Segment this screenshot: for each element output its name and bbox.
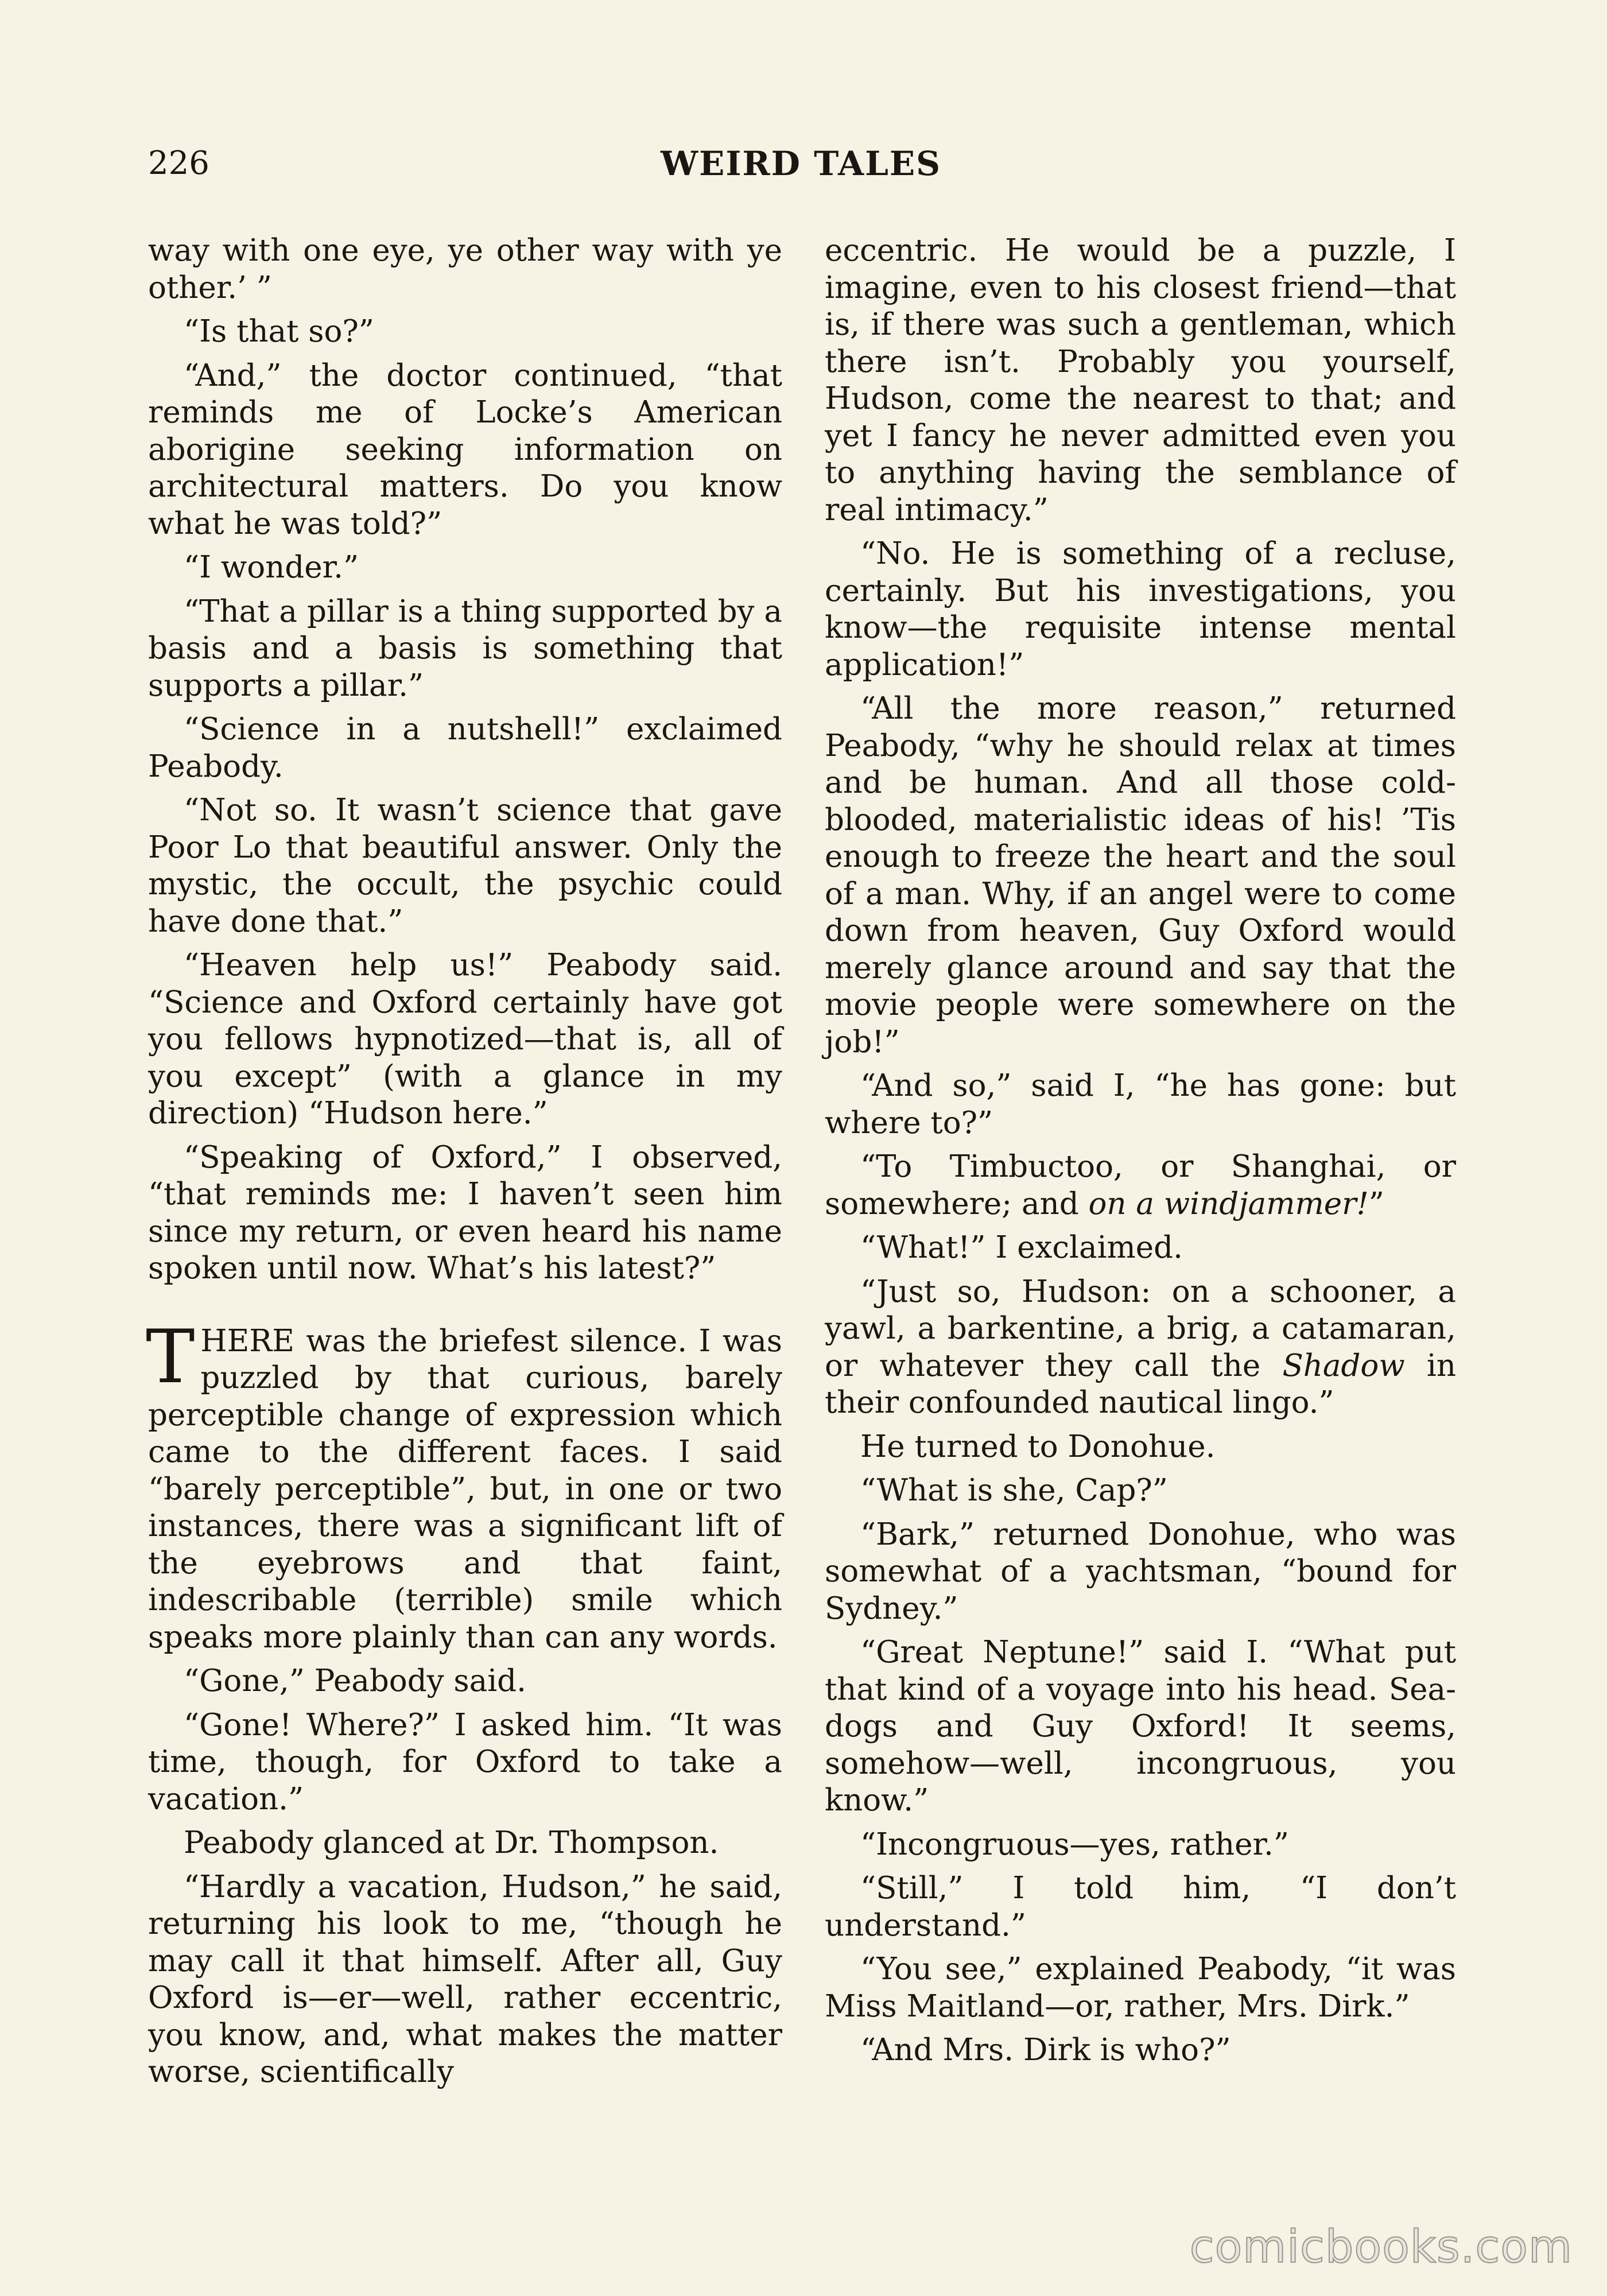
left-column: [148, 232, 782, 2098]
paragraph: “Still,” I told him, “I don’t understand.”: [825, 1871, 1456, 1943]
paragraph: “Speaking of Oxford,” I observed, “that reminds me: I haven’t seen him since my return, or even heard his name spoken until now. What’s his latest?”: [148, 1139, 782, 1286]
paragraph: “Great Neptune!” said I. “What put that kind of a voyage into his head. Sea-dogs and Guy Oxford! It seems, somehow—well, incongruous, you know.”: [825, 1635, 1456, 1818]
paragraph: “You see,” explained Peabody, “it was Miss Maitland—or, rather, Mrs. Dirk.”: [825, 1952, 1456, 2024]
ship-name: Shadow: [1282, 1348, 1405, 1383]
drop-cap: T: [146, 1314, 195, 1400]
paragraph: “Bark,” returned Donohue, who was somewhat of a yachtsman, “bound for Sydney.”: [825, 1517, 1456, 1626]
paragraph: “What!” I exclaimed.: [860, 1230, 1183, 1265]
running-title: WEIRD TALES: [660, 144, 942, 183]
right-column: [825, 232, 1456, 2076]
paragraph: “No. He is something of a recluse, certainly. But his investigations, you know—the requisite intense mental application!”: [825, 536, 1456, 682]
paragraph: way with one eye, ye other way with ye other.’ ”: [148, 233, 782, 305]
paragraph: “Incongruous—yes, rather.”: [860, 1826, 1289, 1862]
paragraph: “And so,” said I, “he has gone: but where to?”: [825, 1068, 1456, 1141]
italic-text: on a windjammer!: [1088, 1186, 1369, 1221]
small-caps-lead: HERE: [200, 1323, 294, 1359]
paragraph: “Gone,” Peabody said.: [184, 1663, 526, 1698]
running-header: [148, 141, 1454, 187]
paragraph: He turned to Donohue.: [860, 1429, 1216, 1464]
watermark: comicbooks.com: [1189, 2221, 1573, 2273]
paragraph-text: ”: [1368, 1186, 1384, 1221]
paragraph: “Heaven help us!” Peabody said. “Science and Oxford certainly have got you fellows hypnotized—that is, all of you except” (with a glance in my direction) “Hudson here.”: [148, 948, 782, 1131]
paragraph-text: “Just so, Hudson: on a schooner, a yawl, a barkentine, a brig, a catamaran, or whatever they call the: [825, 1274, 1456, 1383]
paragraph: [825, 1274, 1456, 1422]
paragraph: “Is that so?”: [184, 314, 374, 349]
paragraph-text: was the briefest silence. I was puzzled by that curious, barely perceptible change of expression which came to the different faces. I said “barely perceptible”, but, in one or two instances, there was a significant lift of the eyebrows and that faint, indescribable (terrible) smile which speaks more plainly than can any words.: [148, 1323, 782, 1655]
paragraph: “And Mrs. Dirk is who?”: [860, 2033, 1231, 2068]
paragraph: eccentric. He would be a puzzle, I imagine, even to his closest friend—that is, if there was such a gentleman, which there isn’t. Probably you yourself, Hudson, come the nearest to that; and yet I fancy he never admitted even you to anything having the semblance of real intimacy.”: [825, 233, 1456, 528]
paragraph: “That a pillar is a thing supported by a basis and a basis is something that supports a pillar.”: [148, 594, 782, 703]
paragraph: “Hardly a vacation, Hudson,” he said, returning his look to me, “though he may call it that himself. After all, Guy Oxford is—er—well, rather eccentric, you know, and, what makes the matter worse, scientifically: [148, 1869, 782, 2089]
paragraph-text: in their confounded nautical lingo.”: [825, 1348, 1457, 1420]
paragraph: “All the more reason,” returned Peabody, “why he should relax at times and be human. And all those cold-blooded, materialistic ideas of his! ’Tis enough to freeze the heart and the soul of a man. Why, if an angel were to come down from heaven, Guy Oxford would merely glance around and say that the movie people were somewhere on the job!”: [825, 691, 1456, 1060]
paragraph: “What is she, Cap?”: [860, 1473, 1168, 1508]
paragraph: “Science in a nutshell!” exclaimed Peabody.: [148, 712, 782, 784]
section-opening-paragraph: [146, 1314, 782, 1657]
paragraph: “Not so. It wasn’t science that gave Poor Lo that beautiful answer. Only the mystic, the occult, the psychic could have done that.”: [148, 793, 782, 939]
paragraph: [825, 1149, 1456, 1223]
page-number: 226: [148, 145, 209, 182]
paragraph: “Gone! Where?” I asked him. “It was time, though, for Oxford to take a vacation.”: [148, 1707, 782, 1817]
paragraph: “And,” the doctor continued, “that reminds me of Locke’s American aborigine seeking information on architectural matters. Do you know what he was told?”: [148, 358, 782, 541]
paragraph-text: “To Timbuctoo, or Shanghai, or somewhere; and: [825, 1149, 1456, 1221]
paragraph: “I wonder.”: [184, 550, 359, 585]
paragraph: Peabody glanced at Dr. Thompson.: [184, 1825, 719, 1860]
